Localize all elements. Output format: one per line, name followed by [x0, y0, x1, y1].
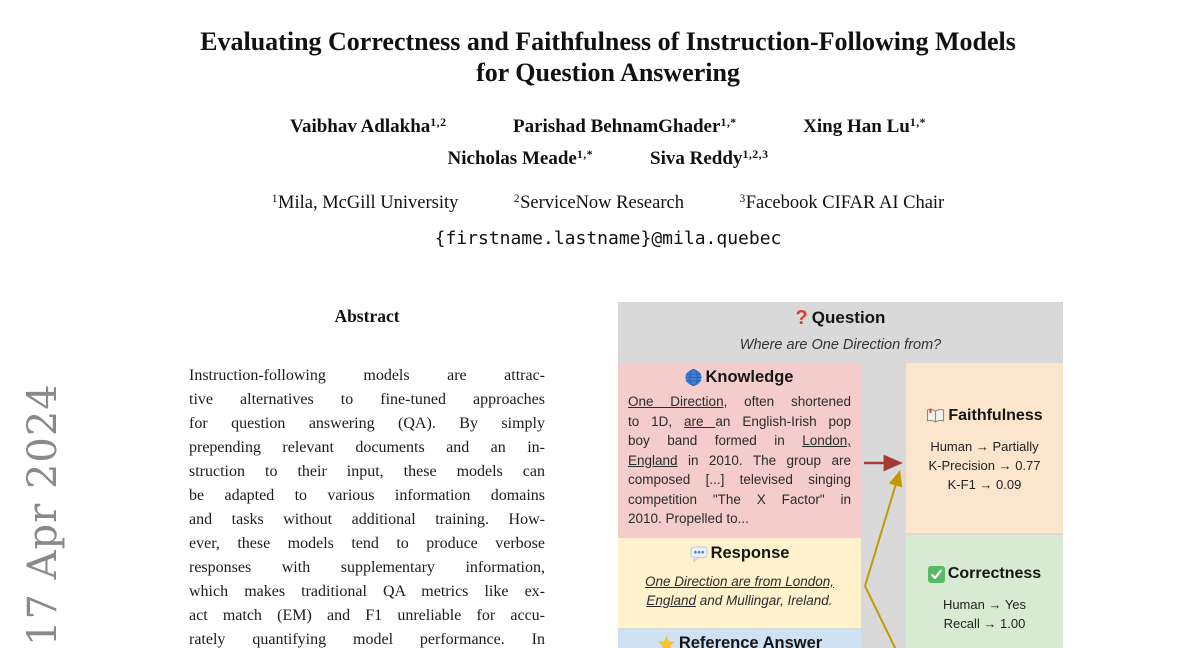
globe-icon — [685, 369, 702, 386]
response-box — [618, 538, 861, 628]
affiliations — [16, 190, 1200, 218]
faithfulness-box — [906, 363, 1063, 533]
response-title: Response — [710, 544, 790, 562]
reference-answer-box — [618, 629, 861, 648]
abstract-line: ever, these models tend to produce verbose — [189, 535, 545, 552]
knowledge-line: to 1D, are an English-Irish pop — [628, 413, 851, 429]
title-line: Evaluating Correctness and Faithfulness of Instruction-Following Models — [200, 27, 1016, 56]
reference-answer-header — [618, 634, 861, 648]
faithfulness-metric: K-F1 → 0.09 — [947, 477, 1022, 492]
correctness-metric: Human → Yes — [942, 597, 1027, 612]
correctness-header — [906, 565, 1063, 583]
abstract-line: act match (EM) and F1 unreliable for accu- — [189, 607, 545, 624]
knowledge-line: competition "The X Factor" in — [628, 491, 851, 507]
speech-bubble-icon — [690, 546, 708, 562]
abstract-line: struction to their input, these models can — [189, 463, 545, 480]
question-mark-icon: ? — [795, 307, 808, 329]
correctness-box — [906, 535, 1063, 648]
abstract-line: for question answering (QA). By simply — [189, 415, 545, 432]
response-to-reference-line — [865, 586, 899, 648]
abstract-line: Instruction-following models are attrac- — [189, 367, 545, 384]
faithfulness-metric: K-Precision → 0.77 — [928, 458, 1041, 473]
knowledge-line: One Direction, often shortened — [628, 394, 851, 409]
abstract-heading: Abstract — [334, 306, 400, 326]
knowledge-line: 2010. Propelled to... — [628, 511, 749, 526]
title-line: for Question Answering — [476, 58, 740, 87]
affiliation-row: $^1$Mila, McGill University $^2$ServiceNow Research $^3$Facebook CIFAR AI Chair — [271, 192, 945, 213]
figure-overview — [618, 302, 1063, 648]
knowledge-header — [618, 368, 861, 387]
knowledge-text — [618, 392, 861, 529]
abstract-line: responses with supplementary information, — [189, 559, 545, 576]
knowledge-line: boy band formed in London, — [628, 433, 851, 448]
faithfulness-header — [906, 407, 1063, 425]
paper-title — [16, 26, 1200, 88]
open-book-icon — [926, 408, 945, 424]
star-icon — [657, 635, 676, 648]
knowledge-line: composed [...] televised singing — [628, 472, 851, 487]
abstract-line: and tasks without additional training. How- — [189, 511, 545, 528]
faithfulness-metric: Human → Partially — [930, 439, 1039, 454]
author-row: Nicholas Meade$^{1,*}$ Siva Reddy$^{1,2,3}$ — [447, 147, 769, 169]
arxiv-date-stamp: 17 Apr 2024 — [20, 383, 66, 646]
abstract-line: which makes traditional QA metrics like ex- — [189, 583, 545, 600]
response-line: One Direction are from London, — [644, 574, 835, 589]
faithfulness-metrics — [906, 437, 1063, 494]
author-row: Vaibhav Adlakha$^{1,2}$ Parishad BehnamGhader$^{1,*}$ Xing Han $Lu^{1,*}$ — [289, 115, 927, 137]
response-text — [618, 572, 861, 610]
response-to-faithfulness-arrow — [865, 474, 899, 586]
check-mark-icon — [928, 566, 945, 583]
correctness-metric: Recall → 1.00 — [943, 616, 1026, 631]
response-line: England and Mullingar, Ireland. — [646, 593, 833, 608]
question-header — [618, 308, 1063, 328]
response-header — [618, 544, 861, 563]
reference-answer-title: Reference Answer — [678, 634, 823, 648]
abstract-line: be adapted to various information domains — [189, 487, 545, 504]
contact-email: {firstname.lastname}@mila.quebec — [434, 228, 782, 249]
question-text: Where are One Direction from? — [739, 337, 942, 353]
author-list — [16, 112, 1200, 176]
correctness-metrics — [906, 595, 1063, 633]
abstract-text — [189, 364, 545, 648]
knowledge-box — [618, 363, 861, 537]
question-title: Question — [811, 308, 886, 327]
abstract-line: tive alternatives to fine-tuned approaches — [189, 391, 545, 408]
correctness-title: Correctness — [947, 565, 1042, 582]
abstract-line: prepending relevant documents and an in- — [189, 439, 545, 456]
knowledge-line: England in 2010. The group are — [628, 452, 851, 468]
faithfulness-title: Faithfulness — [948, 407, 1043, 424]
abstract-line: rately quantifying model performance. In — [189, 631, 545, 648]
knowledge-title: Knowledge — [705, 368, 794, 386]
